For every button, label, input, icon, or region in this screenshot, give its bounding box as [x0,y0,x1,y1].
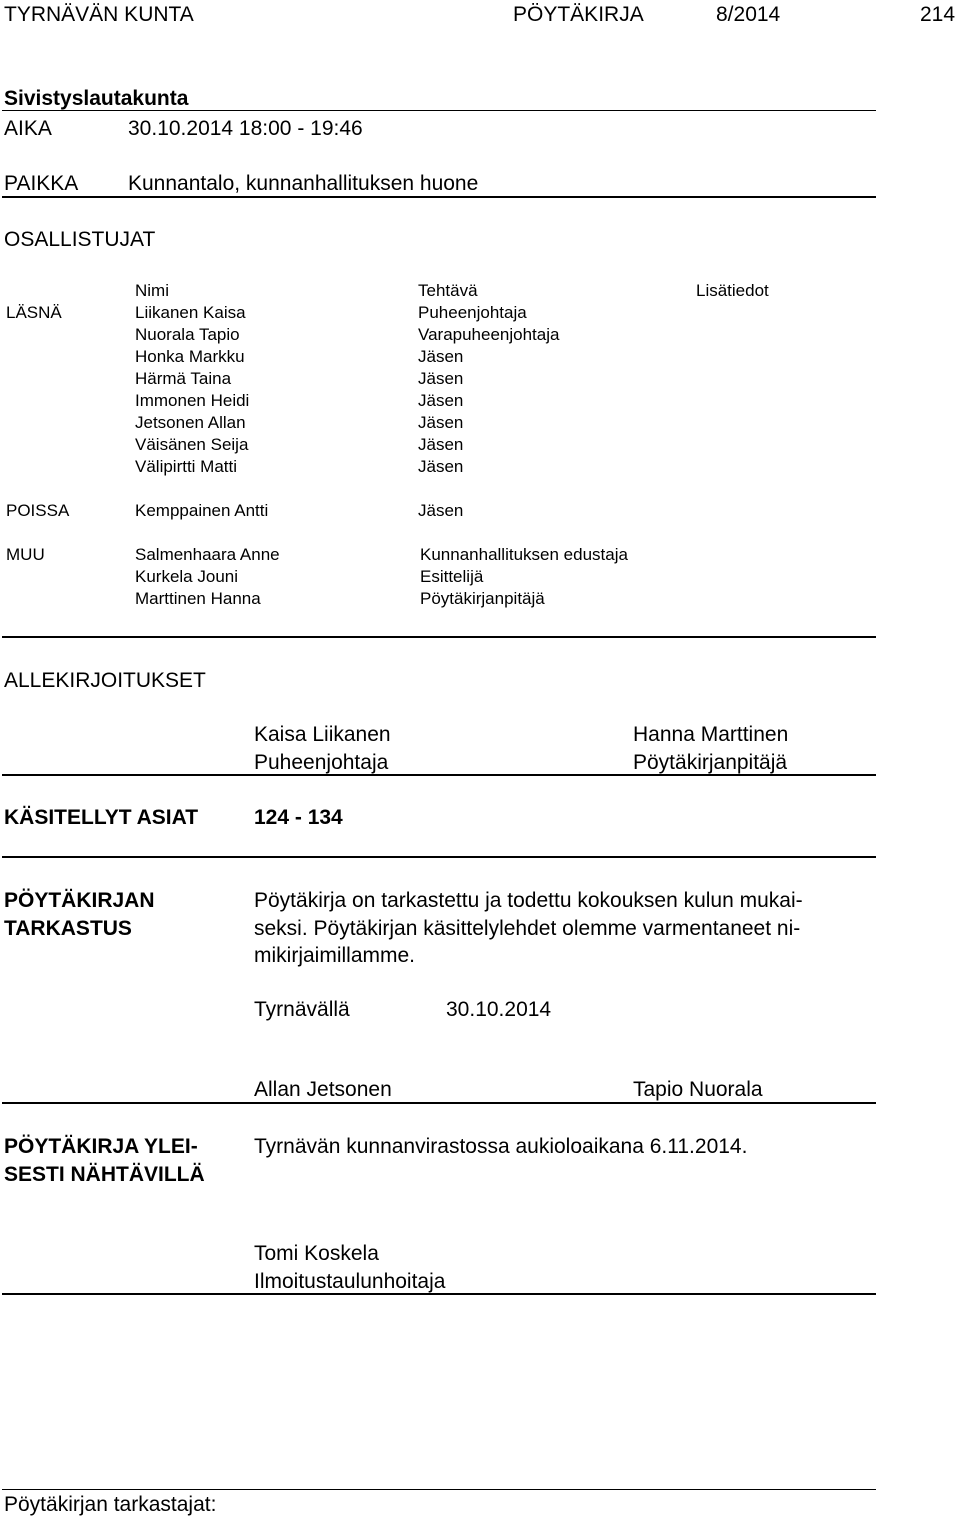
present-label: LÄSNÄ [6,303,62,322]
participant-name: Nuorala Tapio [135,325,240,344]
other-role: Pöytäkirjanpitäjä [420,589,545,608]
review-text-line3: mikirjaimillamme. [254,944,415,967]
other-name: Salmenhaara Anne [135,545,280,564]
review-date: 30.10.2014 [446,998,552,1021]
absent-role: Jäsen [418,501,464,520]
time-label: AIKA [4,117,52,140]
col-header-role: Tehtävä [418,281,478,300]
committee-name: Sivistyslautakunta [4,87,189,110]
participant-name: Immonen Heidi [135,391,250,410]
other-role: Esittelijä [420,567,484,586]
participants-heading: OSALLISTUJAT [4,228,156,251]
public-label-line1: PÖYTÄKIRJA YLEI- [4,1135,198,1158]
participant-name: Väisänen Seija [135,435,249,454]
official-name: Tomi Koskela [254,1242,379,1265]
participants-rule [2,636,876,638]
matters-rule [2,856,876,858]
matters-label: KÄSITELLYT ASIAT [4,806,199,829]
participant-name: Välipirtti Matti [135,457,238,476]
review-label-line1: PÖYTÄKIRJAN [4,889,155,912]
other-name: Kurkela Jouni [135,567,239,586]
participant-role: Jäsen [418,457,464,476]
public-text: Tyrnävän kunnanvirastossa aukioloaikana 6.11.2014. [254,1135,748,1158]
header-doc-number: 8/2014 [716,3,781,26]
header-org: TYRNÄVÄN KUNTA [4,3,194,26]
official-title: Ilmoitustaulunhoitaja [254,1270,446,1293]
footer-reviewers-label: Pöytäkirjan tarkastajat: [4,1493,217,1516]
participant-name: Liikanen Kaisa [135,303,246,322]
absent-label: POISSA [6,501,70,520]
participant-role: Jäsen [418,369,464,388]
signatures-heading: ALLEKIRJOITUKSET [4,669,206,692]
signer-left-name: Kaisa Liikanen [254,723,391,746]
review-text-line2: seksi. Pöytäkirjan käsittelylehdet olemme varmentaneet ni- [254,917,801,940]
participant-name: Honka Markku [135,347,245,366]
col-header-info: Lisätiedot [696,281,769,300]
participant-name: Jetsonen Allan [135,413,246,432]
matters-value: 124 - 134 [254,806,343,829]
other-name: Marttinen Hanna [135,589,261,608]
participant-role: Jäsen [418,435,464,454]
footer-rule [2,1489,876,1490]
col-header-name: Nimi [135,281,169,300]
time-value: 30.10.2014 18:00 - 19:46 [128,117,363,140]
review-text-line1: Pöytäkirja on tarkastettu ja todettu kokouksen kulun mukai- [254,889,803,912]
place-rule [2,196,876,198]
participant-role: Varapuheenjohtaja [418,325,560,344]
public-rule [2,1293,876,1295]
signatures-rule [2,774,876,776]
participant-role: Jäsen [418,391,464,410]
signer-right-name: Hanna Marttinen [633,723,789,746]
other-label: MUU [6,545,45,564]
reviewer-2-name: Tapio Nuorala [633,1078,763,1101]
other-role: Kunnanhallituksen edustaja [420,545,628,564]
participant-role: Puheenjohtaja [418,303,527,322]
participant-role: Jäsen [418,413,464,432]
participant-role: Jäsen [418,347,464,366]
place-label: PAIKKA [4,172,79,195]
public-label-line2: SESTI NÄHTÄVILLÄ [4,1163,205,1186]
signer-left-title: Puheenjohtaja [254,751,389,774]
reviewer-1-name: Allan Jetsonen [254,1078,392,1101]
review-rule [2,1102,876,1104]
review-place: Tyrnävällä [254,998,350,1021]
review-label-line2: TARKASTUS [4,917,132,940]
signer-right-title: Pöytäkirjanpitäjä [633,751,788,774]
absent-name: Kemppainen Antti [135,501,269,520]
participant-name: Härmä Taina [135,369,232,388]
header-page-number: 214 [920,3,956,26]
committee-rule [2,110,876,111]
header-doc-type: PÖYTÄKIRJA [513,3,644,26]
place-value: Kunnantalo, kunnanhallituksen huone [128,172,479,195]
